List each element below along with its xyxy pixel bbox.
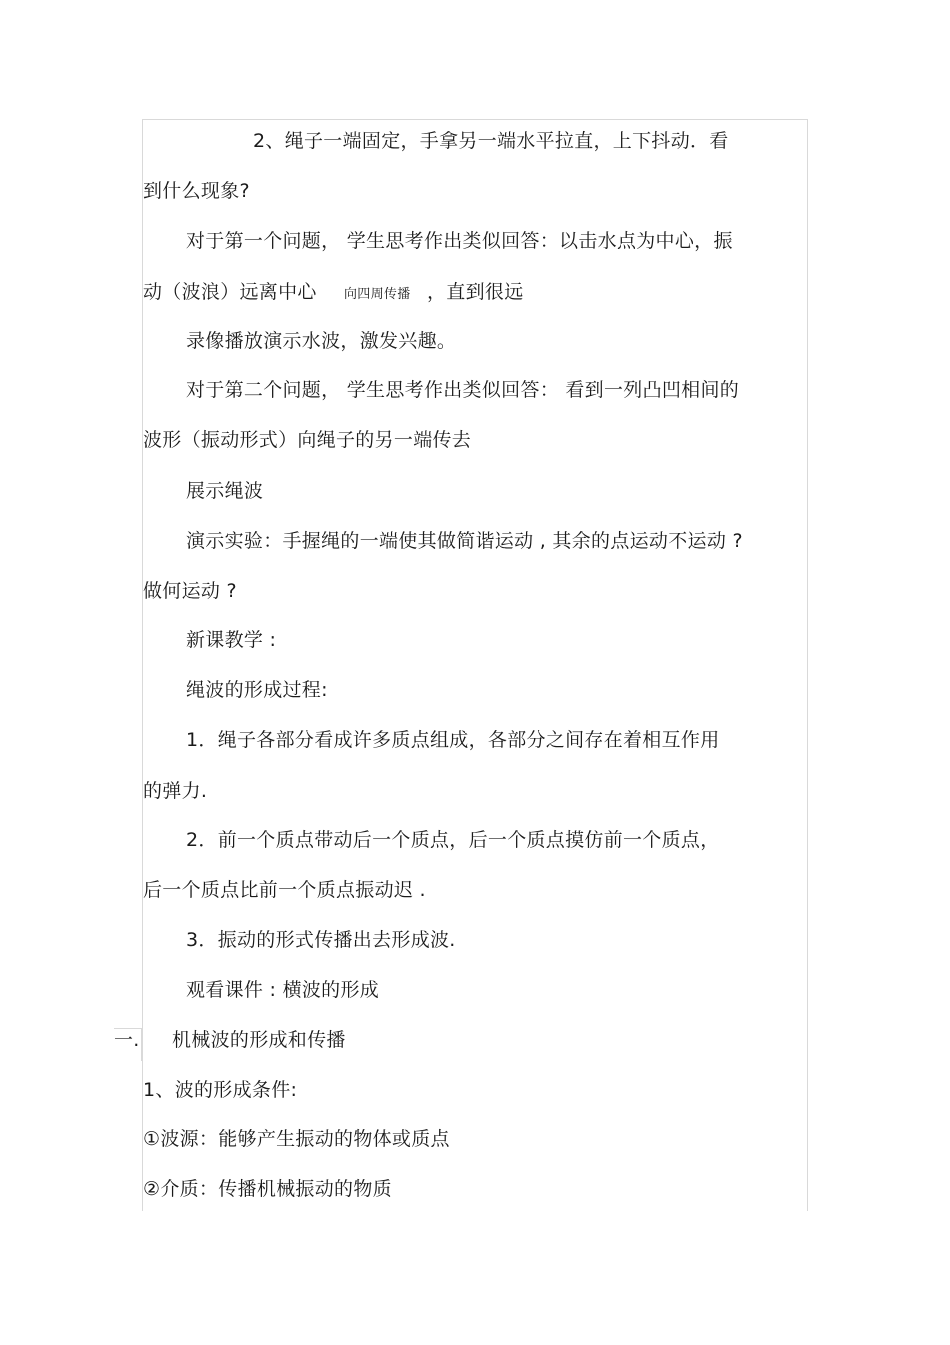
section-number: 一. [114,1029,140,1051]
text-line: 观看课件 : 横波的形成 [186,979,380,1001]
small-text: 向四周传播 [344,287,411,302]
text-line: 新课教学 : [186,629,277,651]
text-line: 做何运动 ? [143,580,237,602]
text-line: 的弹力. [143,780,208,802]
text-line: 绳波的形成过程: [186,679,328,701]
text-line: 波形（振动形式）向绳子的另一端传去 [143,429,472,451]
text-line: 1．绳子各部分看成许多质点组成，各部分之间存在着相互作用 [186,729,720,751]
text-line: 对于第一个问题， 学生思考作出类似回答：以击水点为中心，振 [186,230,733,252]
text-line: ①波源：能够产生振动的物体或质点 [143,1128,450,1150]
text-line: ，直到很远 [427,281,524,303]
section-title: 机械波的形成和传播 [172,1029,346,1051]
text-line: 对于第二个问题， 学生思考作出类似回答： 看到一列凸凹相间的 [186,379,740,401]
text-line: 演示实验：手握绳的一端使其做简谐运动 , 其余的点运动不运动 ? [186,530,743,552]
text-line: 后一个质点比前一个质点振动迟 . [143,879,426,901]
text-line: 展示绳波 [186,480,264,502]
text-line: 2、绳子一端固定，手拿另一端水平拉直，上下抖动．看 [253,130,729,152]
text-line: 1、波的形成条件: [143,1079,298,1101]
text-line: 录像播放演示水波，激发兴趣。 [186,330,457,352]
text-line: ②介质：传播机械振动的物质 [143,1178,392,1200]
text-line: 2．前一个质点带动后一个质点，后一个质点摸仿前一个质点， [186,829,720,851]
text-line: 3．振动的形式传播出去形成波. [186,929,456,951]
text-line: 到什么现象? [143,180,250,202]
text-line: 动（波浪）远离中心 [143,281,317,303]
